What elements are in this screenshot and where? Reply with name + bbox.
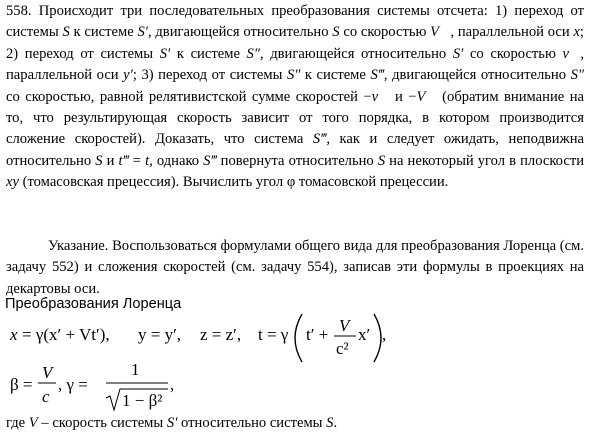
eq2-gamma-den: 1 − β² xyxy=(122,391,163,410)
problem-statement: 558. Происходит три последовательных преобразования системы отсчета: 1) переход от системы S к системе S′, двигающейся относительно S со скоростью V⃗, параллельной оси x; 2) переход от системы S′ к системе S″, двигающейся относительно S′ со скоростью v⃗, параллельной оси y′; 3) переход от системы S″ к системе S‴, двигающейся относительно S″ со скоростью, равной релятивистской сумме скоростей −v⃗ и −V⃗ (обратим внимание на то, что результирующая скорость зависит от того порядка, в котором производится сложение скоростей). Доказать, что система S‴, как и следует ожидать, неподвижна относительно S и t‴ = t, однако S‴ повернута относительно S на некоторый угол в плоскости xy (томасовская прецессия). Вычислить угол φ томасовской прецессии. xyxy=(6,3,585,191)
eq1-t-xprime: x′ xyxy=(358,325,371,344)
eq1-y: y = y′, xyxy=(138,325,182,344)
eq1-x-rhs: = γ(x′ + Vt′), xyxy=(22,325,110,344)
eq1-frac-num: V xyxy=(339,316,350,335)
hint-text: Указание. Воспользоваться формулами общего вида для преобразования Лоренца (см. задачу 552) и сложения скоростей (см. задачу 554), записав эти формулы в проекциях на декартовы оси. xyxy=(6,238,584,297)
footnote: где V – скорость системы S′ относительно системы S. xyxy=(6,415,338,431)
eq1-t-inner: t′ + xyxy=(306,325,329,344)
eq1-z: z = z′, xyxy=(200,325,242,344)
eq2-beta: β = xyxy=(10,375,33,394)
eq1-t-lhs: t = γ xyxy=(258,325,289,344)
solution-heading: Преобразования Лоренца xyxy=(5,296,182,312)
eq2-beta-num: V xyxy=(42,363,53,382)
eq2-end: , xyxy=(170,375,175,394)
eq2-gamma-num: 1 xyxy=(131,360,140,379)
eq1-frac-den: c² xyxy=(336,339,349,358)
eq1-end: , xyxy=(382,325,387,344)
eq2-beta-den: c xyxy=(42,387,50,406)
eq1-x: x xyxy=(10,325,18,344)
eq2-gamma: , γ = xyxy=(58,375,88,394)
